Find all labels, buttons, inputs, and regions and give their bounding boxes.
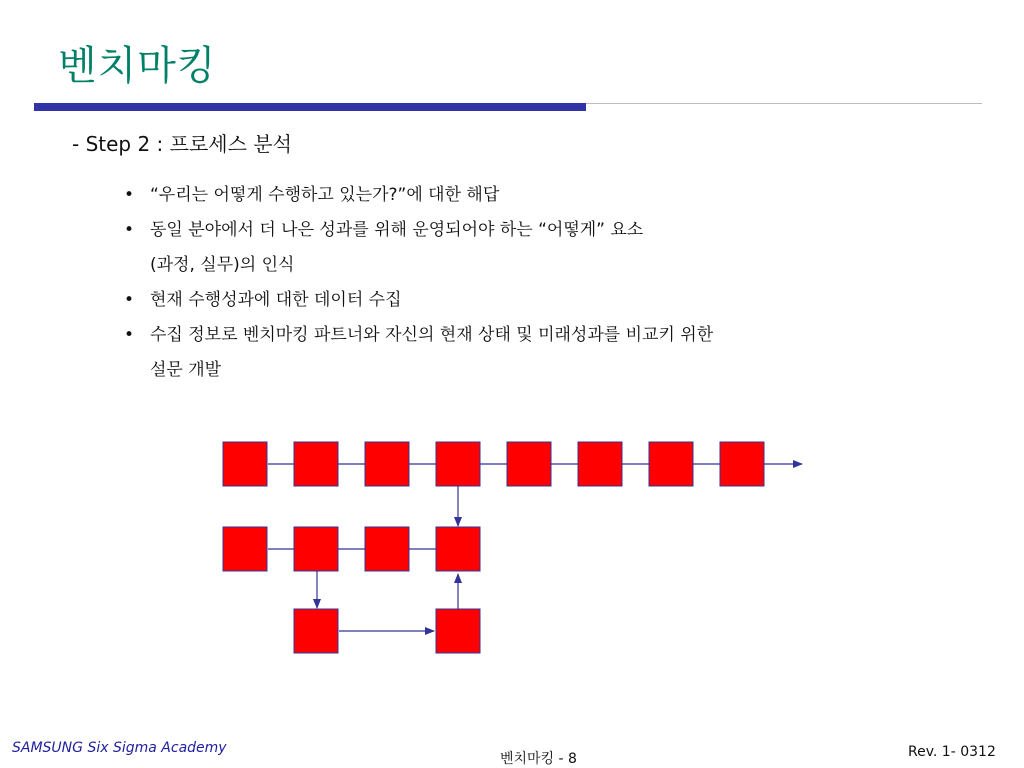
process-box-row2-2 [294,527,338,571]
bullet-marker: • [124,325,135,345]
footer-page-label: 벤치마킹 - 8 [500,751,577,767]
process-box-row3-2 [436,609,480,653]
footer-academy-name: SAMSUNG Six Sigma Academy [12,740,227,756]
process-box-row3-1 [294,609,338,653]
process-box-row1-3 [365,442,409,486]
bullet-marker: • [124,290,135,310]
bullet-marker: • [124,220,135,240]
process-box-row1-1 [223,442,267,486]
process-box-row1-7 [649,442,693,486]
slide-title: 벤치마킹 [58,43,217,89]
footer-revision: Rev. 1- 0312 [908,744,996,760]
bullet-text: 동일 분야에서 더 나은 성과를 위해 운영되어야 하는 “어떻게” 요소 [150,220,644,240]
bullet-text-continued: 설문 개발 [150,360,222,380]
process-box-row1-6 [578,442,622,486]
bullet-text: 수집 정보로 벤치마킹 파트너와 자신의 현재 상태 및 미래성과를 비교키 위한 [150,325,714,345]
process-box-row1-2 [294,442,338,486]
process-box-row1-4 [436,442,480,486]
process-box-row2-1 [223,527,267,571]
connector-lines [268,464,802,631]
process-box-row2-4 [436,527,480,571]
process-boxes [223,442,764,653]
bullet-marker: • [124,185,135,205]
process-box-row2-3 [365,527,409,571]
process-box-row1-8 [720,442,764,486]
bullet-text: “우리는 어떻게 수행하고 있는가?”에 대한 해답 [150,185,500,205]
step-heading: - Step 2 : 프로세스 분석 [72,132,292,156]
bullet-text-continued: (과정, 실무)의 인식 [150,255,295,275]
process-box-row1-5 [507,442,551,486]
bullet-text: 현재 수행성과에 대한 데이터 수집 [150,290,402,310]
